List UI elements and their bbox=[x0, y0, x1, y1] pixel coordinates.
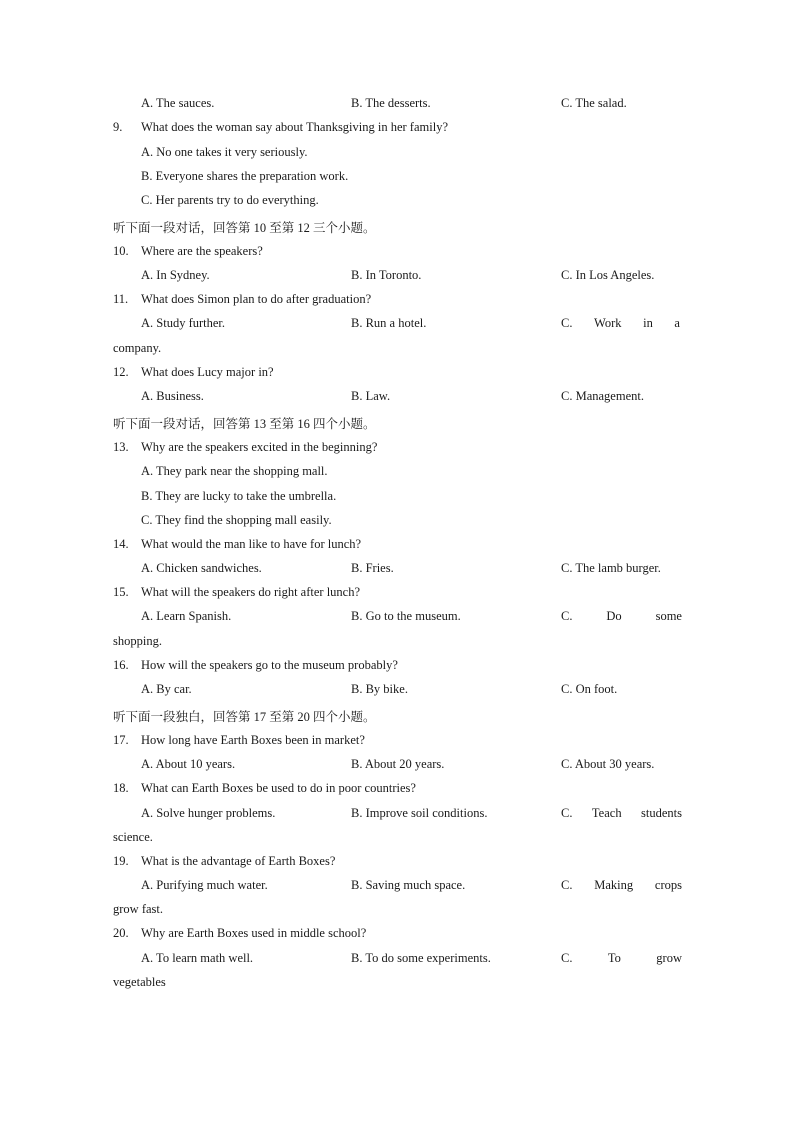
q15-text: What will the speakers do right after lunch? bbox=[141, 585, 361, 599]
q18-number: 18. bbox=[113, 781, 129, 795]
q20-option-c-word: To bbox=[607, 951, 621, 965]
q18-option-c-word: Teach bbox=[591, 806, 622, 820]
q9-option-a: A. No one takes it very seriously. bbox=[141, 145, 308, 159]
q10-option-a: A. In Sydney. bbox=[141, 268, 210, 282]
q11-option-c-word: Work bbox=[594, 316, 622, 330]
q15-option-c-word: Do bbox=[606, 609, 622, 623]
q20-text: Why are Earth Boxes used in middle school? bbox=[141, 926, 367, 940]
q8-option-a: A. The sauces. bbox=[141, 96, 215, 110]
q14-option-c: C. The lamb burger. bbox=[561, 561, 661, 575]
q13-text: Why are the speakers excited in the beginning? bbox=[141, 440, 378, 454]
q19-option-a: A. Purifying much water. bbox=[141, 878, 268, 892]
q11-option-c-word: C. bbox=[561, 316, 573, 330]
q14-text: What would the man like to have for lunch? bbox=[141, 537, 362, 551]
q15-option-c-continuation: shopping. bbox=[113, 634, 162, 648]
q11-option-c-word: a bbox=[674, 316, 680, 330]
section-heading-17-20: 听下面一段独白，回答第 17 至第 20 四个小题。 bbox=[113, 710, 376, 724]
q11-option-c bbox=[561, 316, 680, 331]
q11-number: 11. bbox=[113, 292, 129, 306]
q13-option-c: C. They find the shopping mall easily. bbox=[141, 513, 332, 527]
q18-option-c-word: students bbox=[641, 806, 682, 820]
q18-option-c-continuation: science. bbox=[113, 830, 153, 844]
q9-number: 9. bbox=[113, 120, 123, 134]
q8-option-c: C. The salad. bbox=[561, 96, 627, 110]
section-heading-10-12: 听下面一段对话，回答第 10 至第 12 三个小题。 bbox=[113, 221, 376, 235]
section-heading-13-16: 听下面一段对话，回答第 13 至第 16 四个小题。 bbox=[113, 417, 376, 431]
q15-option-b: B. Go to the museum. bbox=[351, 609, 461, 623]
q12-number: 12. bbox=[113, 365, 129, 379]
q18-option-c-word: C. bbox=[561, 806, 573, 820]
q19-option-c-continuation: grow fast. bbox=[113, 902, 163, 916]
q20-option-c bbox=[561, 951, 682, 966]
q19-option-c-word: crops bbox=[654, 878, 682, 892]
q16-option-b: B. By bike. bbox=[351, 682, 408, 696]
q19-option-c-word: Making bbox=[594, 878, 634, 892]
q12-text: What does Lucy major in? bbox=[141, 365, 274, 379]
q17-option-c: C. About 30 years. bbox=[561, 757, 655, 771]
q19-number: 19. bbox=[113, 854, 129, 868]
q14-number: 14. bbox=[113, 537, 129, 551]
q12-option-a: A. Business. bbox=[141, 389, 204, 403]
q11-option-a: A. Study further. bbox=[141, 316, 226, 330]
q15-number: 15. bbox=[113, 585, 129, 599]
q15-option-c-word: some bbox=[655, 609, 682, 623]
q18-option-c bbox=[561, 806, 682, 821]
q8-option-b: B. The desserts. bbox=[351, 96, 431, 110]
q18-text: What can Earth Boxes be used to do in poor countries? bbox=[141, 781, 416, 795]
q16-text: How will the speakers go to the museum probably? bbox=[141, 658, 398, 672]
q14-option-a: A. Chicken sandwiches. bbox=[141, 561, 262, 575]
q16-number: 16. bbox=[113, 658, 129, 672]
q19-option-c-word: C. bbox=[561, 878, 573, 892]
q18-option-a: A. Solve hunger problems. bbox=[141, 806, 276, 820]
q10-option-b: B. In Toronto. bbox=[351, 268, 422, 282]
q9-option-c: C. Her parents try to do everything. bbox=[141, 193, 319, 207]
q16-option-a: A. By car. bbox=[141, 682, 192, 696]
q20-number: 20. bbox=[113, 926, 129, 940]
q20-option-c-word: C. bbox=[561, 951, 573, 965]
q17-option-b: B. About 20 years. bbox=[351, 757, 445, 771]
q11-option-c-continuation: company. bbox=[113, 341, 162, 355]
q12-option-c: C. Management. bbox=[561, 389, 644, 403]
q9-option-b: B. Everyone shares the preparation work. bbox=[141, 169, 349, 183]
q11-text: What does Simon plan to do after graduation? bbox=[141, 292, 372, 306]
q10-text: Where are the speakers? bbox=[141, 244, 263, 258]
q18-option-b: B. Improve soil conditions. bbox=[351, 806, 488, 820]
q10-option-c: C. In Los Angeles. bbox=[561, 268, 655, 282]
q9-text: What does the woman say about Thanksgiving in her family? bbox=[141, 120, 448, 134]
q15-option-a: A. Learn Spanish. bbox=[141, 609, 232, 623]
q10-number: 10. bbox=[113, 244, 129, 258]
q13-option-a: A. They park near the shopping mall. bbox=[141, 464, 328, 478]
q19-text: What is the advantage of Earth Boxes? bbox=[141, 854, 336, 868]
q19-option-c bbox=[561, 878, 682, 893]
q15-option-c-word: C. bbox=[561, 609, 573, 623]
q14-option-b: B. Fries. bbox=[351, 561, 394, 575]
q20-option-c-word: grow bbox=[656, 951, 682, 965]
q13-option-b: B. They are lucky to take the umbrella. bbox=[141, 489, 337, 503]
q13-number: 13. bbox=[113, 440, 129, 454]
q17-text: How long have Earth Boxes been in market? bbox=[141, 733, 365, 747]
q20-option-b: B. To do some experiments. bbox=[351, 951, 491, 965]
q16-option-c: C. On foot. bbox=[561, 682, 618, 696]
q17-option-a: A. About 10 years. bbox=[141, 757, 236, 771]
q17-number: 17. bbox=[113, 733, 129, 747]
q15-option-c bbox=[561, 609, 682, 624]
q19-option-b: B. Saving much space. bbox=[351, 878, 466, 892]
q12-option-b: B. Law. bbox=[351, 389, 391, 403]
q20-option-c-continuation: vegetables bbox=[113, 975, 166, 989]
q11-option-b: B. Run a hotel. bbox=[351, 316, 427, 330]
q11-option-c-word: in bbox=[643, 316, 653, 330]
q20-option-a: A. To learn math well. bbox=[141, 951, 254, 965]
